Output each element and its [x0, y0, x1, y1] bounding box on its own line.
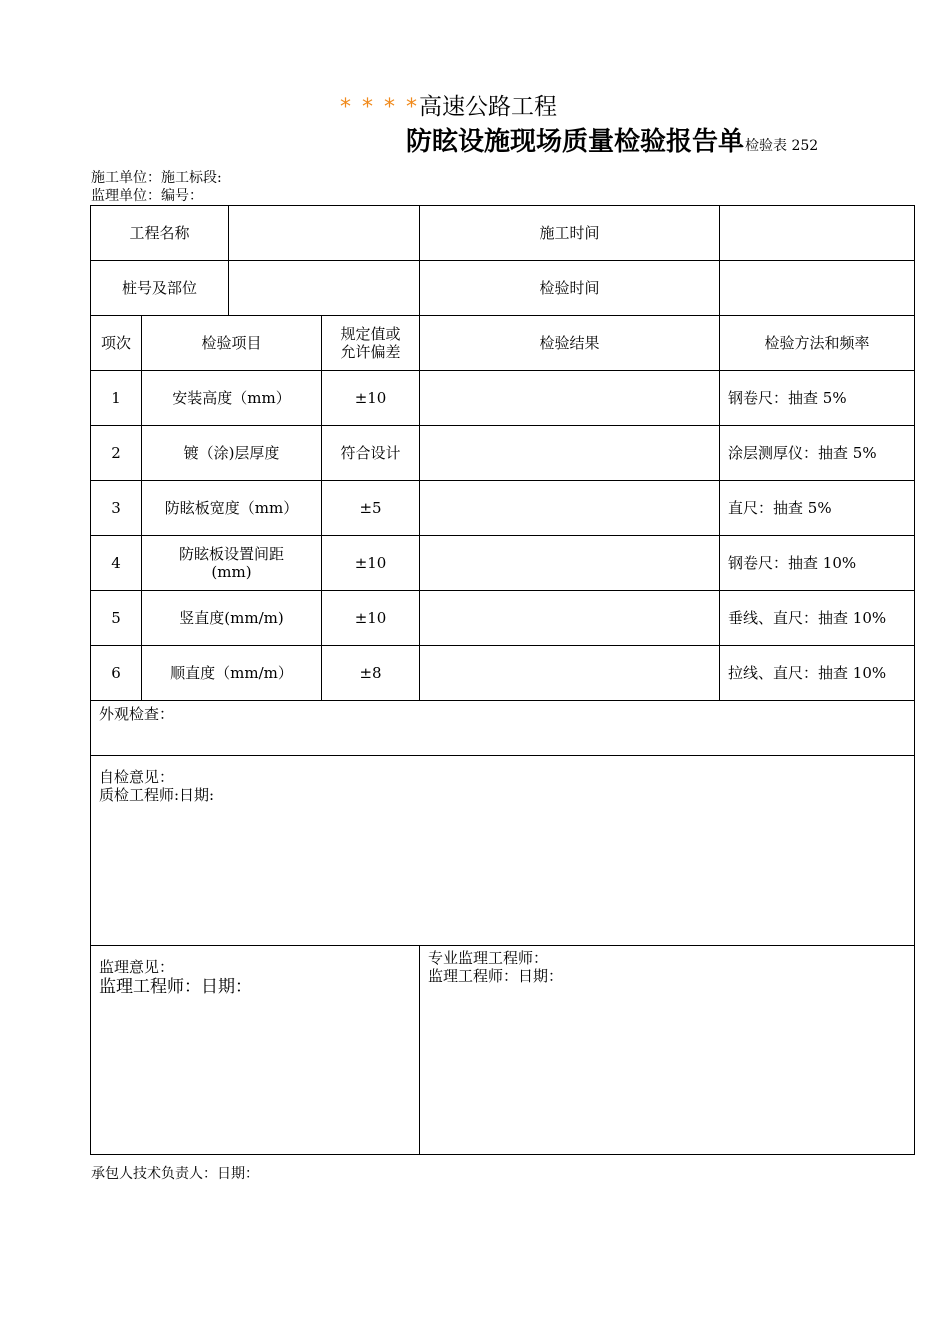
col-header-item: 检验项目 [142, 316, 322, 371]
contractor-signature-line: 承包人技术负责人：日期： [91, 1166, 259, 1182]
supervision-row [91, 946, 915, 1155]
row-no: 1 [91, 371, 142, 426]
specialist-label: 专业监理工程师： [428, 949, 549, 967]
row-method: 拉线、直尺：抽查 10% [720, 646, 915, 701]
row-spec: ±5 [322, 481, 420, 536]
row-result-field[interactable] [420, 371, 720, 426]
supervision-opinion-field[interactable] [91, 946, 420, 1155]
row-item-line2: (mm) [211, 563, 252, 581]
inspection-table [90, 205, 915, 1155]
column-header-row [91, 316, 915, 371]
form-number: 检验表 252 [745, 138, 819, 154]
row-result-field[interactable] [420, 646, 720, 701]
row-spec: 符合设计 [322, 426, 420, 481]
project-title [340, 90, 640, 124]
row-no: 5 [91, 591, 142, 646]
row-spec: ±10 [322, 591, 420, 646]
supervision-signature: 监理工程师：日期： [99, 977, 252, 997]
col-header-result: 检验结果 [420, 316, 720, 371]
row-item [142, 536, 322, 591]
appearance-field[interactable] [91, 701, 915, 756]
project-name-label: 工程名称 [91, 206, 229, 261]
row-result-field[interactable] [420, 536, 720, 591]
row-spec: ±10 [322, 371, 420, 426]
table-row [91, 591, 915, 646]
table-row [91, 646, 915, 701]
row-method: 钢卷尺：抽查 10% [720, 536, 915, 591]
inspection-time-label: 检验时间 [420, 261, 720, 316]
row-method: 钢卷尺：抽查 5% [720, 371, 915, 426]
specialist-signature: 监理工程师：日期： [428, 967, 564, 985]
row-method: 涂层测厚仪：抽查 5% [720, 426, 915, 481]
table-row [91, 371, 915, 426]
project-title-text: 高速公路工程 [418, 94, 557, 120]
info-row-project [91, 206, 915, 261]
col-header-spec-line1: 规定值或 [340, 325, 401, 343]
row-item: 镀（涂)层厚度 [142, 426, 322, 481]
row-result-field[interactable] [420, 591, 720, 646]
self-check-label: 自检意见： [99, 768, 175, 786]
table-row [91, 536, 915, 591]
appearance-row [91, 701, 915, 756]
row-no: 4 [91, 536, 142, 591]
col-header-spec [322, 316, 420, 371]
col-header-method: 检验方法和频率 [720, 316, 915, 371]
row-item: 防眩板宽度（mm） [142, 481, 322, 536]
row-result-field[interactable] [420, 481, 720, 536]
info-row-station [91, 261, 915, 316]
row-no: 3 [91, 481, 142, 536]
meta-line-contractor: 施工单位：施工标段: [91, 170, 222, 186]
self-check-row [91, 756, 915, 946]
row-item-line1: 防眩板设置间距 [179, 545, 285, 563]
supervision-label: 监理意见： [99, 958, 175, 976]
station-label: 桩号及部位 [91, 261, 229, 316]
construction-time-label: 施工时间 [420, 206, 720, 261]
table-row [91, 481, 915, 536]
row-item: 顺直度（mm/m） [142, 646, 322, 701]
self-check-signature: 质检工程师:日期: [99, 786, 215, 804]
specialist-supervision-field[interactable] [420, 946, 915, 1155]
row-spec: ±10 [322, 536, 420, 591]
row-result-field[interactable] [420, 426, 720, 481]
station-field[interactable] [229, 261, 420, 316]
construction-time-field[interactable] [720, 206, 915, 261]
row-method: 直尺：抽查 5% [720, 481, 915, 536]
row-spec: ±8 [322, 646, 420, 701]
row-item: 安装高度（mm） [142, 371, 322, 426]
appearance-label: 外观检查： [99, 705, 175, 723]
report-title [406, 124, 818, 160]
col-header-spec-line2: 允许偏差 [340, 343, 401, 361]
meta-line-supervisor: 监理单位：编号： [91, 188, 203, 204]
table-row [91, 426, 915, 481]
row-item: 竖直度(mm/m) [142, 591, 322, 646]
project-name-field[interactable] [229, 206, 420, 261]
self-check-field[interactable] [91, 756, 915, 946]
report-title-text: 防眩设施现场质量检验报告单 [406, 127, 745, 157]
inspection-time-field[interactable] [720, 261, 915, 316]
col-header-no: 项次 [91, 316, 142, 371]
row-no: 6 [91, 646, 142, 701]
row-no: 2 [91, 426, 142, 481]
row-method: 垂线、直尺：抽查 10% [720, 591, 915, 646]
stars-mark: * * * * [340, 95, 419, 120]
